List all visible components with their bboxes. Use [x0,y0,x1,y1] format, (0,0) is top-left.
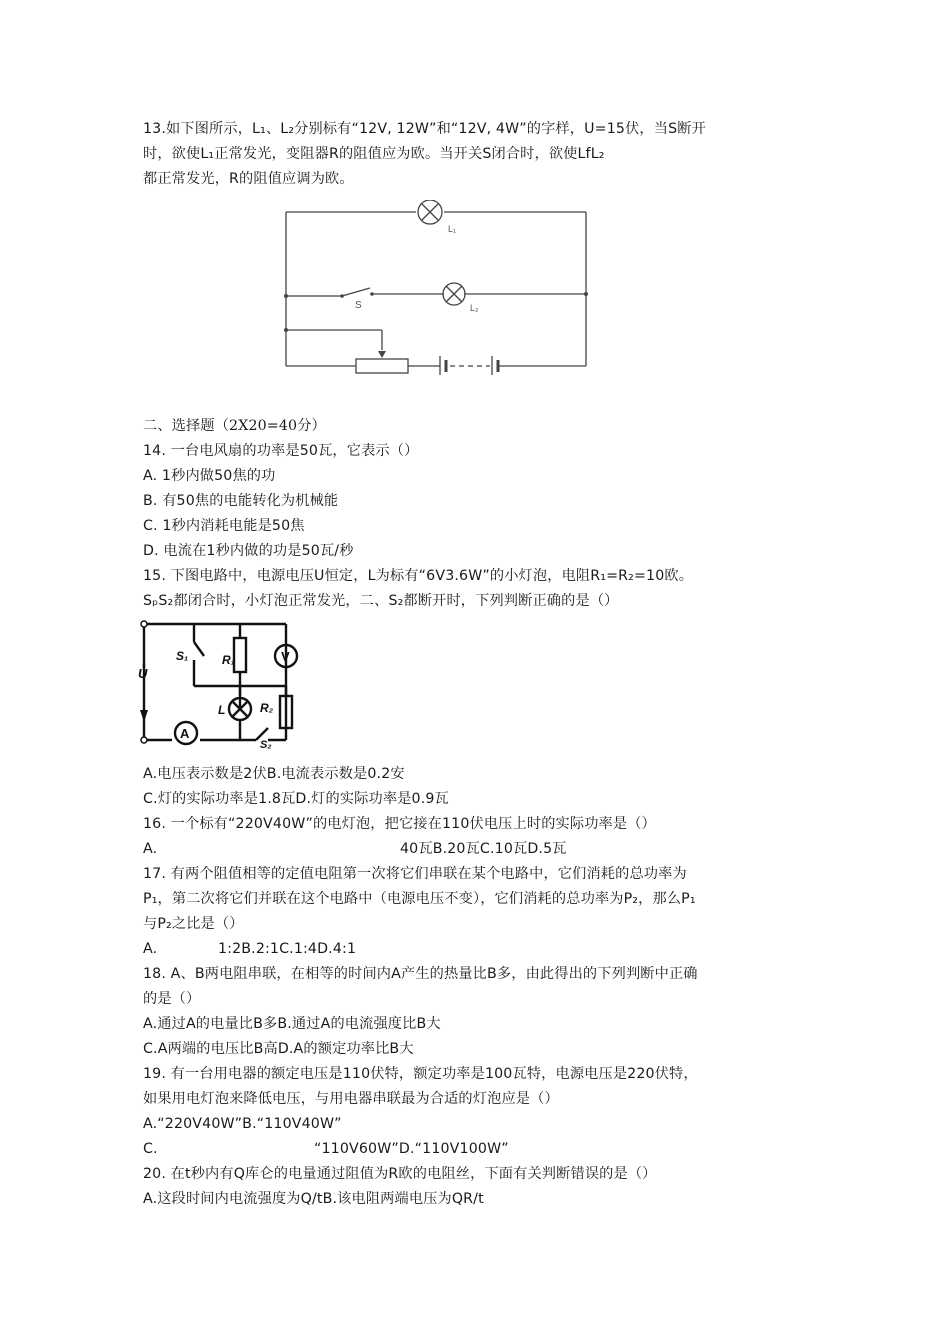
q18-line-1: 18. A、B两电阻串联，在相等的时间内A产生的热量比B多，由此得出的下列判断中正确 [143,966,698,982]
q14-option-c: C. 1秒内消耗电能是50焦 [143,518,305,534]
switch-s2-label: S₂ [260,739,272,751]
q17-options: 1:2B.2:1C.1:4D.4:1 [218,941,357,957]
q18-line-2: 的是（） [143,991,201,1007]
switch-s1-label: S₁ [176,649,189,663]
switch-s-label: S [355,300,362,311]
section-heading: 二、选择题（2X20=40分） [143,418,326,434]
q19-option-prefix: C. [143,1141,158,1157]
q14-option-a: A. 1秒内做50焦的功 [143,468,276,484]
q13-circuit-diagram [280,200,590,375]
q13-line-2: 时，欲使L₁正常发光，变阻器R的阻值应为欧。当开关S闭合时，欲使LfL₂ [143,146,605,162]
q19-options-cd: “110V60W”D.“110V100W” [314,1141,509,1157]
q20-stem: 20. 在t秒内有Q库仑的电量通过阻值为R欧的电阻丝，下面有关判断错误的是（） [143,1166,657,1182]
voltmeter-label: V [281,649,290,664]
q15-options-ab: A.电压表示数是2伏B.电流表示数是0.2安 [143,766,405,782]
lamp-l2-label: L₂ [470,303,479,313]
ammeter-label: A [180,726,190,741]
q19-options-ab: A.“220V40W”B.“110V40W” [143,1116,342,1132]
q17-option-prefix: A. [143,941,158,957]
q17-line-3: 与P₂之比是（） [143,916,244,932]
q14-option-b: B. 有50焦的电能转化为机械能 [143,493,339,509]
resistor-r1-label: R₁ [222,653,235,667]
q17-line-1: 17. 有两个阻值相等的定值电阻第一次将它们串联在某个电路中，它们消耗的总功率为 [143,866,687,882]
q15-options-cd: C.灯的实际功率是1.8瓦D.灯的实际功率是0.9瓦 [143,791,449,807]
q13-line-3: 都正常发光，R的阻值应调为欧。 [143,171,354,187]
lamp-l-label: L [218,703,226,717]
q15-line-2: SₚS₂都闭合时，小灯泡正常发光，二、S₂都断开时，下列判断正确的是（） [143,593,619,609]
q17-line-2: P₁，第二次将它们并联在这个电路中（电源电压不变），它们消耗的总功率为P₂，那么P₁ [143,891,696,907]
source-u-label: U [138,666,148,681]
q19-line-2: 如果用电灯泡来降低电压，与用电器串联最为合适的灯泡应是（） [143,1091,559,1107]
q18-options-cd: C.A两端的电压比B高D.A的额定功率比B大 [143,1041,414,1057]
q15-line-1: 15. 下图电路中，电源电压U恒定，L为标有“6V3.6W”的小灯泡，电阻R₁=R₂=10欧。 [143,568,694,584]
q13-line-1: 13.如下图所示，L₁、L₂分别标有“12V, 12W”和“12V, 4W”的字样，U=15伏，当S断开 [143,121,706,137]
q16-stem: 16. 一个标有“220V40W”的电灯泡，把它接在110伏电压上时的实际功率是（） [143,816,656,832]
q20-options-ab: A.这段时间内电流强度为Q/tB.该电阻两端电压为QR/t [143,1191,484,1207]
lamp-l1-label: L₁ [448,224,457,234]
q18-options-ab: A.通过A的电量比B多B.通过A的电流强度比B大 [143,1016,441,1032]
resistor-r2-label: R₂ [260,701,274,715]
q14-stem: 14. 一台电风扇的功率是50瓦，它表示（） [143,443,419,459]
q14-option-d: D. 电流在1秒内做的功是50瓦/秒 [143,543,354,559]
q15-circuit-diagram [136,616,306,751]
q16-option-prefix: A. [143,841,158,857]
q16-options: 40瓦B.20瓦C.10瓦D.5瓦 [400,841,567,857]
q19-line-1: 19. 有一台用电器的额定电压是110伏特，额定功率是100瓦特，电源电压是220伏特， [143,1066,698,1082]
